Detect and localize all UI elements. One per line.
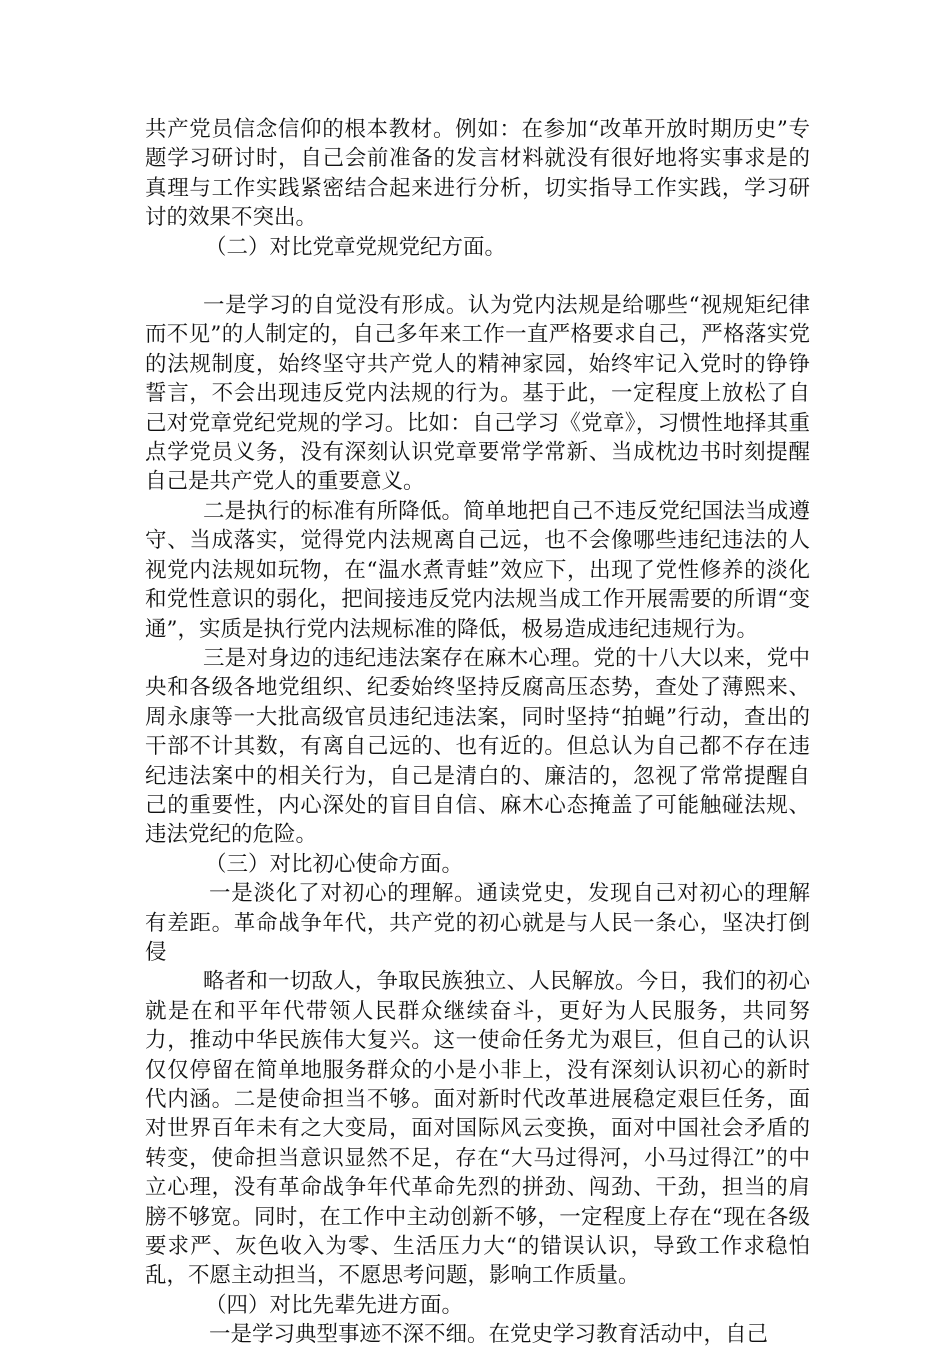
section-heading-4: （四）对比先辈先进方面。 [205, 1292, 464, 1318]
paragraph-continuation: 共产党员信念信仰的根本教材。例如：在参加“改革开放时期历史”专题学习研讨时，自己会前准备的发言材料就没有很好地将实事求是的真理与工作实践紧密结合起来进行分析，切实指导工作实践，学习研讨的效果不突出。 [145, 117, 810, 231]
document-body [145, 115, 810, 1350]
paragraph-first-point-part: 一是淡化了对初心的理解。通读党史，发现自己对初心的理解有差距。革命战争年代，共产党的初心就是与人民一条心，坚决打倒侵 [145, 881, 810, 965]
paragraph-last-line: 一是学习典型事迹不深不细。在党史学习教育活动中，自己 [209, 1322, 769, 1348]
paragraph-first-point-continued: 略者和一切敌人，争取民族独立、人民解放。今日，我们的初心就是在和平年代带领人民群众继续奋斗，更好为人民服务，共同努力，推动中华民族伟大复兴。这一使命任务尤为艰巨，但自己的认识仅仅停留在简单地服务群众的小是小非上，没有深刻认识初心的新时代内涵。二是使命担当不够。面对新时代改革进展稳定艰巨任务，面对世界百年未有之大变局，面对国际风云变换，面对中国社会矛盾的转变，使命担当意识显然不足，存在“大马过得河，小马过得江”的中立心理，没有革命战争年代革命先烈的拼劲、闯劲、干劲，担当的肩膀不够宽。同时，在工作中主动创新不够，一定程度上存在“现在各级要求严、灰色收入为零、生活压力大“的错误认识，导致工作求稳怕乱，不愿主动担当，不愿思考问题，影响工作质量。 [145, 969, 810, 1289]
section-heading-3: （三）对比初心使命方面。 [205, 851, 464, 877]
section-heading-2: （二）对比党章党规党纪方面。 [205, 234, 507, 260]
paragraph-point-2: 二是执行的标准有所降低。简单地把自己不违反党纪国法当成遵守、当成落实，觉得党内法规离自己远，也不会像哪些违纪违法的人视党内法规如玩物，在“温水煮青蛙”效应下，出现了党性修养的淡化和党性意识的弱化，把间接违反党内法规当成工作开展需要的所谓“变通”，实质是执行党内法规标准的降低，极易造成违纪违规行为。 [145, 498, 810, 642]
paragraph-point-3: 三是对身边的违纪违法案存在麻木心理。党的十八大以来，党中央和各级各地党组织、纪委始终坚持反腐高压态势，查处了薄熙来、周永康等一大批高级官员违纪违法案，同时坚持“拍蝇”行动，查出的干部不计其数，有离自己远的、也有近的。但总认为自己都不存在违纪违法案中的相关行为，自己是清白的、廉洁的，忽视了常常提醒自己的重要性，内心深处的盲目自信、麻木心态掩盖了可能触碰法规、违法党纪的危险。 [145, 645, 810, 848]
paragraph-point-1: 一是学习的自觉没有形成。认为党内法规是给哪些“视规矩纪律而不见”的人制定的，自己多年来工作一直严格要求自己，严格落实党的法规制度，始终坚守共产党人的精神家园，始终牢记入党时的铮铮誓言，不会出现违反党内法规的行为。基于此，一定程度上放松了自己对党章党纪党规的学习。比如：自己学习《党章》，习惯性地择其重点学党员义务，没有深刻认识党章要常学常新、当成枕边书时刻提醒自己是共产党人的重要意义。 [145, 293, 810, 495]
